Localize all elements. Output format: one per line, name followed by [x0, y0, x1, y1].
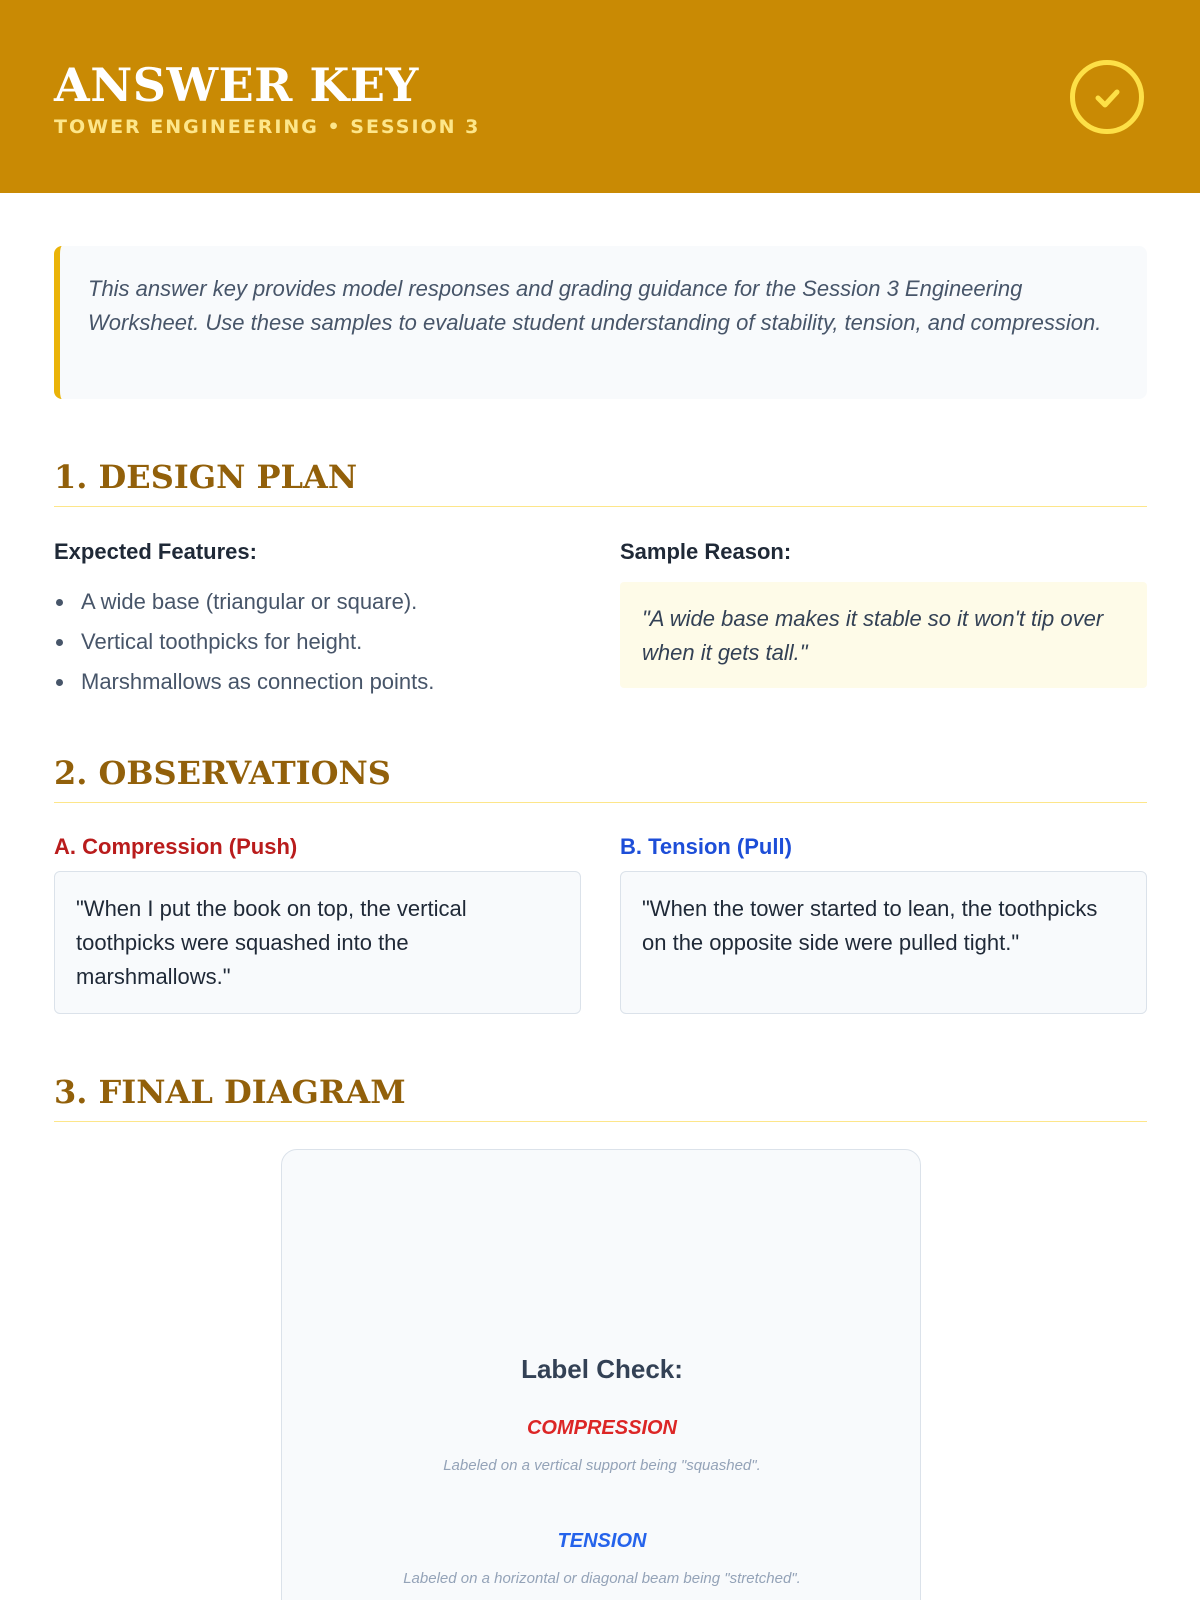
- header-banner: [0, 0, 1200, 193]
- compression-answer-text: "When I put the book on top, the vertical toothpicks were squashed into the marshmallows.": [76, 896, 467, 989]
- final-diagram-card: [281, 1149, 921, 1600]
- section-title-observations: 2. OBSERVATIONS: [54, 754, 391, 792]
- tension-note: Labeled on a horizontal or diagonal beam being "stretched".: [403, 1570, 801, 1587]
- compression-answer-box: [54, 871, 581, 1014]
- section-title-final-diagram: 3. FINAL DIAGRAM: [54, 1073, 406, 1111]
- section-divider: [54, 802, 1147, 803]
- compression-note: Labeled on a vertical support being "squashed".: [443, 1457, 761, 1474]
- check-circle-icon: [1070, 60, 1144, 134]
- tension-answer-text: "When the tower started to lean, the toothpicks on the opposite side were pulled tight.": [642, 896, 1098, 955]
- compression-label: A. Compression (Push): [54, 834, 298, 859]
- tension-answer-box: [620, 871, 1147, 1014]
- list-item: Marshmallows as connection points.: [54, 662, 434, 702]
- section-title-design-plan: 1. DESIGN PLAN: [54, 458, 358, 496]
- intro-text: This answer key provides model responses and grading guidance for the Session 3 Engineering Worksheet. Use these samples to evaluate student understanding of stability, tension, and compression.: [88, 276, 1102, 335]
- sample-reason-label: Sample Reason:: [620, 539, 792, 564]
- page-title: ANSWER KEY: [54, 58, 419, 112]
- tension-label: B. Tension (Pull): [620, 834, 792, 859]
- tension-term: TENSION: [557, 1530, 647, 1552]
- expected-features-label: Expected Features:: [54, 539, 257, 564]
- expected-features-list: [54, 582, 434, 702]
- compression-term: COMPRESSION: [526, 1417, 678, 1439]
- page-subtitle: TOWER ENGINEERING • SESSION 3: [54, 116, 481, 138]
- list-item: Vertical toothpicks for height.: [54, 622, 434, 662]
- sample-reason-box: [620, 582, 1147, 688]
- label-check-heading: Label Check:: [521, 1354, 683, 1384]
- sample-reason-text: "A wide base makes it stable so it won't tip over when it gets tall.": [642, 606, 1104, 665]
- list-item: A wide base (triangular or square).: [54, 582, 434, 622]
- section-divider: [54, 1121, 1147, 1122]
- intro-callout: [54, 246, 1147, 399]
- section-divider: [54, 506, 1147, 507]
